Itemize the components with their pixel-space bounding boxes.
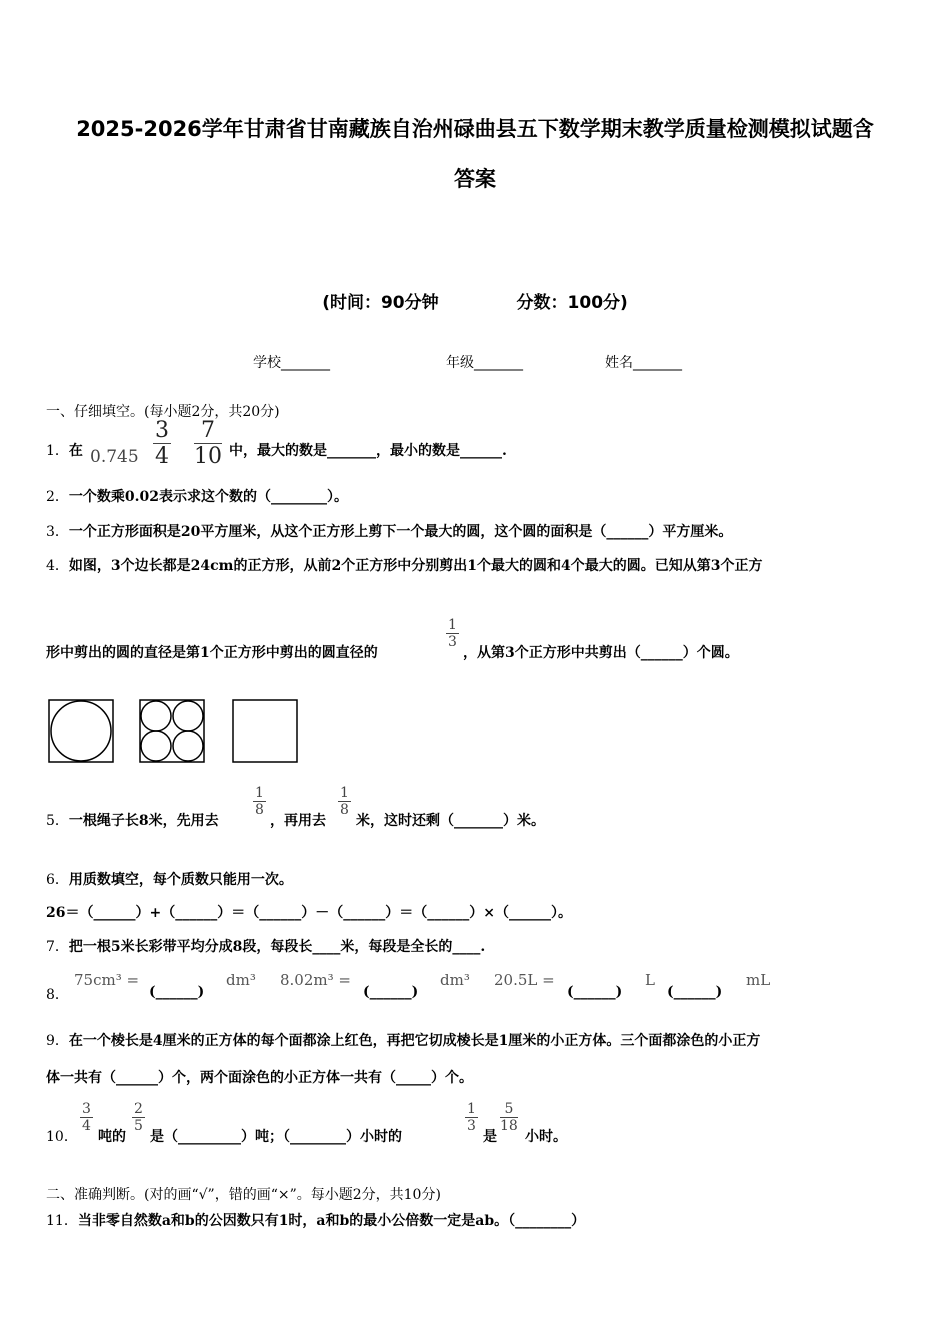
q4-fraction: $\frac{1}{3}$ <box>448 617 457 650</box>
question-6: 6．用质数填空，每个质数只能用一次。 <box>46 872 293 888</box>
q10-fraction-2: $\frac{2}{5}$ <box>134 1101 143 1134</box>
q5-mid: ，再用去 <box>270 813 326 829</box>
question-5: 5．一根绳子长8米，先用去 <box>46 813 219 829</box>
q8-blank-3: (______) <box>567 984 623 1000</box>
question-7: 7．把一根5米长彩带平均分成8段，每段长____米，每段是全长的____. <box>46 939 486 955</box>
q8-expr-3: 20.5L = <box>494 971 555 989</box>
q8-unit-2: dm³ <box>440 971 470 989</box>
q5-fraction-1: $\frac{1}{8}$ <box>255 785 264 818</box>
question-1: 1．在 <box>46 443 83 459</box>
q1-decimal: 0.745 <box>90 447 139 467</box>
time-label: (时间：90分钟 <box>322 293 439 313</box>
question-10-num: 10． <box>46 1129 78 1145</box>
square-1-circle <box>51 701 111 761</box>
grade-field: 年级_______ <box>446 355 523 371</box>
section-2-heading: 二、准确判断。(对的画“√”，错的画“×”。每小题2分，共10分) <box>46 1187 441 1203</box>
q8-blank-2: (______) <box>363 984 419 1000</box>
q10-a: 吨的 <box>98 1129 126 1145</box>
q10-c: 是 <box>483 1129 497 1145</box>
squares-figure <box>46 697 306 767</box>
square-2-circle <box>141 701 171 731</box>
square-2-circle <box>173 701 203 731</box>
q10-fraction-3: $\frac{1}{3}$ <box>467 1101 476 1134</box>
question-8-num: 8． <box>46 987 69 1003</box>
q1-fraction-2: $\frac{7}{10}$ <box>194 418 222 469</box>
q10-fraction-4: $\frac{5}{18}$ <box>500 1101 518 1134</box>
square-2-circle <box>141 731 171 761</box>
score-label: 分数：100分) <box>516 293 628 313</box>
q8-expr-1: 75cm³ = <box>74 971 140 989</box>
q8-blank-4: (______) <box>667 984 723 1000</box>
q8-expr-2: 8.02m³ = <box>280 971 351 989</box>
school-field: 学校_______ <box>253 355 330 371</box>
q5-tail: 米，这时还剩（_______）米。 <box>356 813 545 829</box>
question-11: 11．当非零自然数a和b的公因数只有1时，a和b的最小公倍数一定是ab。（________） <box>46 1213 586 1229</box>
q1-tail: 中，最大的数是_______，最小的数是______. <box>229 443 507 459</box>
question-9-line1: 9．在一个棱长是4厘米的正方体的每个面都涂上红色，再把它切成棱长是1厘米的小正方体。三个面都涂色的小正方 <box>46 1033 761 1049</box>
question-3: 3．一个正方形面积是20平方厘米，从这个正方形上剪下一个最大的圆，这个圆的面积是（______）平方厘米。 <box>46 524 733 540</box>
q10-fraction-1: $\frac{3}{4}$ <box>82 1101 91 1134</box>
square-1 <box>49 700 113 762</box>
q5-fraction-2: $\frac{1}{8}$ <box>340 785 349 818</box>
q8-blank-1: (______) <box>149 984 205 1000</box>
question-4-line2a: 形中剪出的圆的直径是第1个正方形中剪出的圆直径的 <box>46 645 378 661</box>
question-4-line1: 4．如图，3个边长都是24cm的正方形，从前2个正方形中分别剪出1个最大的圆和4个最大的圆。已知从第3个正方 <box>46 558 763 574</box>
q8-unit-3: L <box>645 971 655 989</box>
question-6-equation: 26＝（______）+（______）＝（______）－（______）＝（______）×（______）。 <box>46 905 572 921</box>
q8-unit-1: dm³ <box>226 971 256 989</box>
square-3 <box>233 700 297 762</box>
page-title-line1: 2025-2026学年甘肃省甘南藏族自治州碌曲县五下数学期末教学质量检测模拟试题含 <box>76 117 874 141</box>
name-field: 姓名_______ <box>605 355 682 371</box>
page-title-line2: 答案 <box>454 167 496 191</box>
square-2-circle <box>173 731 203 761</box>
section-1-heading: 一、仔细填空。(每小题2分，共20分) <box>46 404 280 420</box>
square-2 <box>140 700 204 762</box>
question-4-line2b: ，从第3个正方形中共剪出（______）个圆。 <box>463 645 739 661</box>
q10-d: 小时。 <box>525 1129 567 1145</box>
exam-meta <box>0 288 950 313</box>
q8-unit-4: mL <box>746 971 771 989</box>
question-9-line2: 体一共有（______）个，两个面涂色的小正方体一共有（_____）个。 <box>46 1070 473 1086</box>
q10-b: 是（_________）吨；（________）小时的 <box>150 1129 402 1145</box>
q1-fraction-1: $\frac{3}{4}$ <box>155 418 169 469</box>
question-2: 2．一个数乘0.02表示求这个数的（________）。 <box>46 489 349 505</box>
